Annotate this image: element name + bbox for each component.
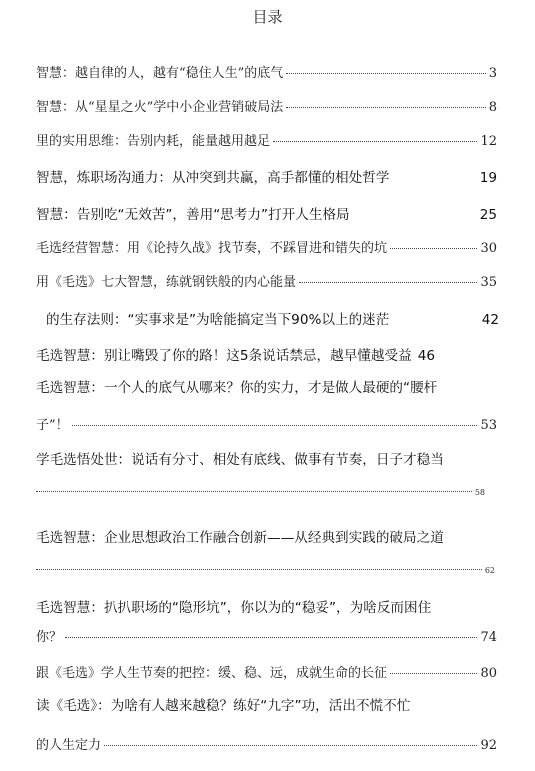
toc-entry-title-cont: 你？: [36, 630, 63, 645]
toc-entry-title: 毛选经营智慧：用《论持久战》找节奏，不踩冒进和错失的坑: [36, 241, 388, 256]
dot-leader: [36, 491, 472, 492]
toc-entry-page: 58: [474, 488, 485, 497]
toc-entry-title: 毛选智慧：一个人的底气从哪来？你的实力，才是做人最硬的“腰杆: [36, 380, 438, 396]
toc-entry-page: 35: [480, 275, 497, 290]
toc-entry-title: 读《毛选》：为啥有人越来越稳？练好“九字”功，活出不慌不忙: [36, 698, 411, 714]
toc-entry-page: 12: [480, 134, 497, 149]
toc-entry-page: 30: [480, 241, 497, 256]
toc-entry[interactable]: [0, 344, 535, 368]
toc-entry[interactable]: [0, 96, 535, 120]
toc-entry-page: 62: [484, 566, 495, 575]
toc-entry-page: 92: [480, 738, 497, 753]
toc-entry-title-cont: 的人生定力: [36, 738, 102, 753]
toc-entry-title: 用《毛选》七大智慧，练就钢铁般的内心能量: [36, 275, 297, 290]
dot-leader: [273, 141, 477, 142]
toc-entry-page: 25: [479, 207, 497, 223]
dot-leader: [390, 673, 477, 674]
toc-entry-page: 74: [480, 630, 497, 645]
toc-entry-page: 80: [480, 666, 497, 681]
toc-entry-title: 毛选智慧：企业思想政治工作融合创新——从经典到实践的破局之道: [36, 530, 444, 546]
toc-entry-title: 智慧：从“星星之火”学中小企业营销破局法: [36, 100, 284, 115]
toc-entry[interactable]: [0, 203, 535, 227]
toc-entry[interactable]: [0, 526, 535, 582]
toc-entry-page: 3: [488, 66, 497, 81]
toc-entry-title: 跟《毛选》学人生节奏的把控：缓、稳、远，成就生命的长征: [36, 666, 388, 681]
toc-entry-title: 毛选智慧：扒扒职场的“隐形坑”，你以为的“稳妥”，为啥反而困住: [36, 600, 432, 616]
toc-entry[interactable]: [0, 62, 535, 86]
toc-entry[interactable]: [0, 271, 535, 295]
toc-entry[interactable]: [0, 237, 535, 261]
toc-entry[interactable]: [0, 376, 535, 432]
dot-leader: [390, 248, 477, 249]
toc-entry-title: 智慧，炼职场沟通力：从冲突到共赢，高手都懂的相处哲学: [36, 170, 390, 186]
dot-leader: [72, 425, 478, 426]
toc-entry-title: 智慧：越自律的人，越有“稳住人生”的底气: [36, 66, 284, 81]
dot-leader: [286, 73, 485, 74]
dot-leader: [36, 569, 482, 570]
toc-entry-title: 毛选智慧：别让嘴毁了你的路！这5条说话禁忌，越早懂越受益: [36, 348, 412, 364]
toc-entry-title: 里的实用思维：告别内耗，能量越用越足: [36, 134, 271, 149]
toc-entry[interactable]: [0, 130, 535, 154]
toc-entry-page: 53: [480, 418, 497, 433]
toc-entry[interactable]: [0, 308, 535, 332]
toc-entry-page: 42: [481, 312, 499, 328]
toc-entry[interactable]: [0, 596, 535, 652]
toc-entry-title: 智慧：告别吃“无效苦”，善用“思考力”打开人生格局: [36, 207, 350, 223]
toc-entry[interactable]: [0, 694, 535, 758]
toc-entry-page: 19: [479, 170, 497, 186]
toc-entry[interactable]: [0, 662, 535, 686]
toc-entry-title-cont: 子”！: [36, 418, 69, 433]
dot-leader: [299, 282, 477, 283]
toc-entry[interactable]: [0, 166, 535, 190]
toc-entry-page: 8: [488, 100, 497, 115]
dot-leader: [65, 637, 477, 638]
toc-entry-page: 46: [417, 348, 435, 364]
toc-entry[interactable]: [0, 448, 535, 504]
toc-entry-title: 学毛选悟处世：说话有分寸、相处有底线、做事有节奏，日子才稳当: [36, 452, 444, 468]
dot-leader: [286, 107, 485, 108]
dot-leader: [104, 745, 477, 746]
toc-entry-title: 的生存法则：“实事求是”为啥能搞定当下90%以上的迷茫: [46, 312, 390, 328]
toc-title: 目录: [252, 8, 283, 26]
